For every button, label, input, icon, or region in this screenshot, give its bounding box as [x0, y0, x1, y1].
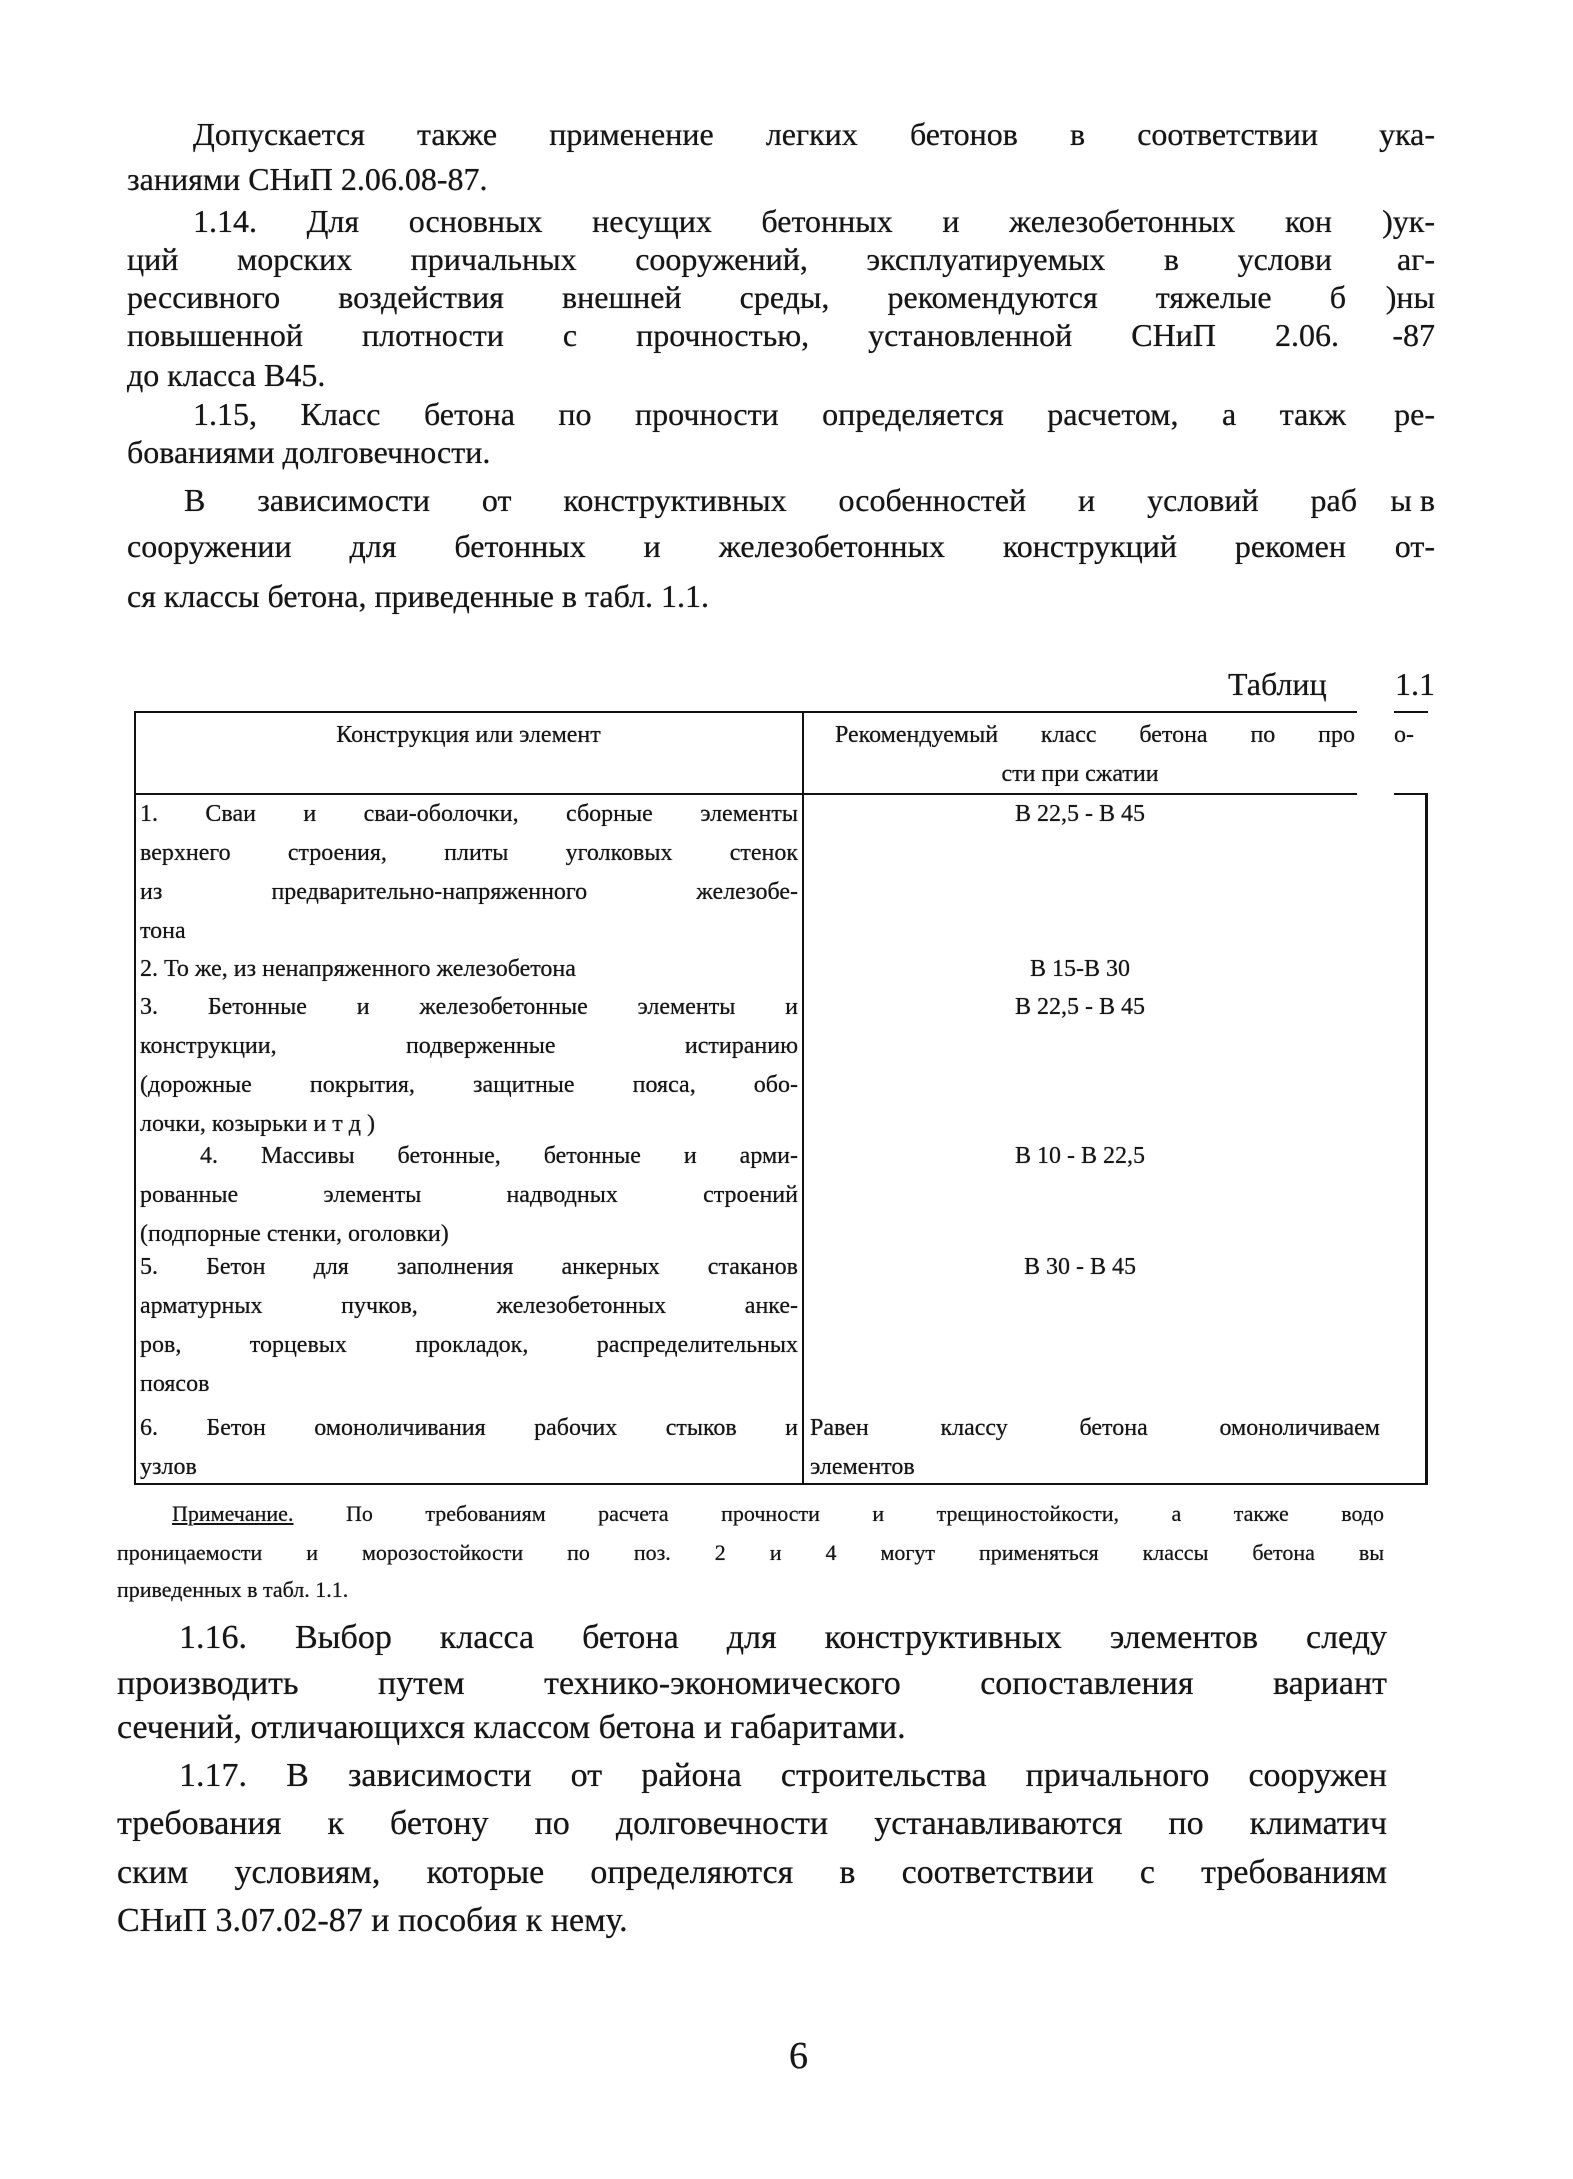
paragraph-line: 1.15, Класс бетона по прочности определяется расчетом, а такж: [193, 396, 1346, 432]
table-header-construction: Конструкция или элемент: [336, 722, 601, 748]
paragraph-line: рессивного воздействия внешней среды, рекомендуются тяжелые б: [127, 279, 1346, 315]
table-cell-line: из предварительно-напряженного железобе-: [140, 879, 798, 905]
table-header-divider-fragment: [1394, 793, 1428, 795]
table-cell-value: В 10 - В 22,5: [1014, 1143, 1145, 1169]
table-border-bottom: [134, 1483, 1428, 1485]
paragraph-line-fragment: аг-: [1397, 241, 1435, 277]
paragraph-line: бованиями долговечности.: [127, 434, 491, 470]
paragraph-line: ским условиям, которые определяются в соответствии с требованиям: [117, 1854, 1387, 1891]
table-cell-line: (подпорные стенки, оголовки): [140, 1221, 449, 1247]
paragraph-line: 1.14. Для основных несущих бетонных и железобетонных кон: [193, 203, 1332, 239]
table-cell-line: тона: [140, 918, 186, 944]
table-cell-value: В 22,5 - В 45: [1014, 994, 1145, 1020]
paragraph-line: заниями СНиП 2.06.08-87.: [127, 161, 488, 197]
paragraph-line: производить путем технико-экономического сопоставления вариант: [117, 1665, 1387, 1702]
paragraph-line: повышенной плотности с прочностью, установленной СНиП 2.06.: [127, 317, 1339, 353]
table-border-top-fragment: [1394, 711, 1428, 713]
table-caption: Таблиц: [1228, 666, 1327, 702]
table-cell-value: В 30 - В 45: [1023, 1254, 1136, 1280]
table-cell-line: 4. Массивы бетонные, бетонные и арми-: [200, 1143, 798, 1169]
table-cell-line: (дорожные покрытия, защитные пояса, обо-: [140, 1072, 798, 1098]
paragraph-line-fragment: )ук-: [1382, 203, 1435, 239]
paragraph-line-fragment: )ны: [1385, 279, 1435, 315]
table-header-concrete-class: Рекомендуемый класс бетона по про: [835, 722, 1355, 748]
table-cell-value: В 22,5 - В 45: [1014, 801, 1145, 827]
table-note-label: Примечание.: [172, 1501, 294, 1526]
table-header-fragment: о-: [1394, 722, 1414, 748]
table-header-concrete-class-cont: сти при сжатии: [1001, 761, 1159, 787]
table-cell-line: конструкции, подверженные истиранию: [140, 1033, 798, 1059]
table-cell-line: арматурных пучков, железобетонных анке-: [140, 1293, 798, 1319]
table-cell-value: В 15-В 30: [1029, 956, 1130, 982]
table-cell-line: 2. То же, из ненапряженного железобетона: [140, 956, 576, 982]
paragraph-line: требования к бетону по долговечности устанавливаются по климатич: [117, 1805, 1387, 1842]
paragraph-line: ся классы бетона, приведенные в табл. 1.1.: [127, 578, 710, 614]
paragraph-line: Допускается также применение легких бетонов в соответствии: [193, 116, 1318, 152]
table-cell-line: поясов: [140, 1371, 210, 1397]
table-border-left: [134, 711, 136, 1483]
paragraph-line: 1.16. Выбор класса бетона для конструктивных элементов следу: [179, 1619, 1387, 1656]
paragraph-line-fragment: ука-: [1379, 116, 1435, 152]
paragraph-line: 1.17. В зависимости от района строительства причального сооружен: [179, 1757, 1387, 1794]
table-note-line: приведенных в табл. 1.1.: [117, 1577, 349, 1602]
page-number: 6: [789, 2035, 808, 2077]
paragraph-line: сечений, отличающихся классом бетона и габаритами.: [117, 1709, 906, 1746]
paragraph-line: В зависимости от конструктивных особенностей и условий раб: [184, 482, 1357, 518]
paragraph-line: СНиП 3.07.02-87 и пособия к нему.: [117, 1902, 628, 1939]
paragraph-line-fragment: -87: [1392, 317, 1435, 353]
paragraph-line-fragment: ре-: [1394, 396, 1435, 432]
table-cell-line: рованные элементы надводных строений: [140, 1182, 798, 1208]
table-border-top: [134, 711, 1357, 713]
table-cell-value-line: Равен классу бетона омоноличиваем: [810, 1415, 1380, 1441]
paragraph-line: сооружении для бетонных и железобетонных конструкций рекомен: [127, 528, 1346, 564]
table-cell-line: лочки, козырьки и т д ): [140, 1111, 375, 1137]
paragraph-line: до класса В45.: [127, 357, 326, 393]
table-cell-line: верхнего строения, плиты уголковых стенок: [140, 840, 798, 866]
paragraph-line: ций морских причальных сооружений, эксплуатируемых в услови: [127, 241, 1332, 277]
paragraph-line-fragment: ы в: [1390, 482, 1435, 518]
table-cell-line: 5. Бетон для заполнения анкерных стаканов: [140, 1254, 798, 1280]
table-border-right: [1425, 793, 1428, 1485]
table-cell-line: 6. Бетон омоноличивания рабочих стыков и: [140, 1415, 798, 1441]
table-caption-number: 1.1: [1395, 666, 1435, 702]
table-cell-line: узлов: [140, 1454, 197, 1480]
table-cell-line: 3. Бетонные и железобетонные элементы и: [140, 994, 798, 1020]
table-cell-value-line: элементов: [810, 1454, 915, 1480]
paragraph-line-fragment: от-: [1394, 528, 1435, 564]
table-note-line: [172, 1495, 1384, 1533]
table-note-line: проницаемости и морозостойкости по поз. 2 и 4 могут применяться классы бетона вы: [117, 1540, 1384, 1565]
table-cell-line: ров, торцевых прокладок, распределительных: [140, 1332, 798, 1358]
table-note-text: По требованиям расчета прочности и трещиностойкости, а также водо: [345, 1501, 1385, 1526]
table-cell-line: 1. Сваи и сваи-оболочки, сборные элементы: [140, 801, 798, 827]
